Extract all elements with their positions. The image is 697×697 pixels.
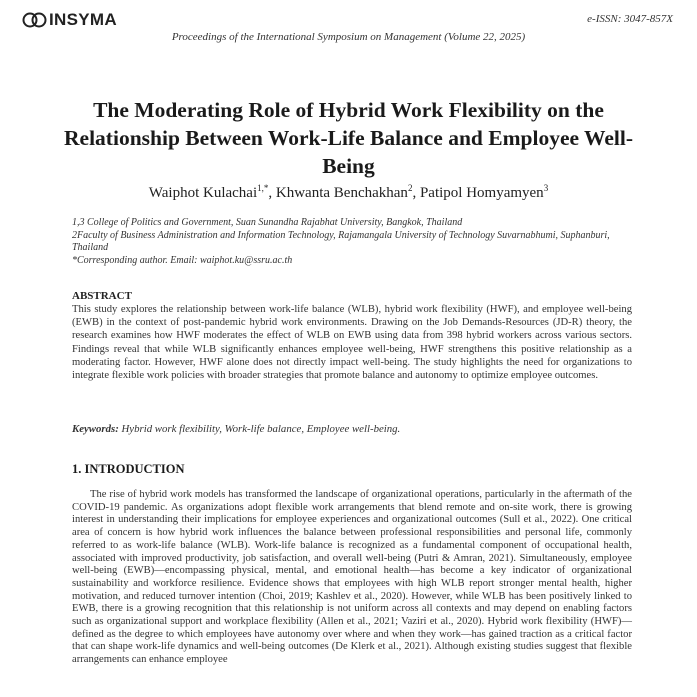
author-affil-mark: 1,*: [257, 183, 269, 193]
logo-mark-icon: [22, 11, 48, 29]
author-name: Patipol Homyamyen: [419, 185, 544, 201]
abstract-text: This study explores the relationship between work-life balance (WLB), hybrid work flexibility (HWF), and employee well-being (EWB) in the context of post-pandemic hybrid work environments. Drawing on the Job Demands-Resources (JD-R) theory, the research examines how HWF moderates the effect of WLB on EWB using data from 398 hybrid workers across various sectors. Findings reveal that while WLB significantly enhances employee well-being, HWF strengthens this positive relationship as a moderating factor. However, HWF alone does not directly impact well-being. The study highlights the need for organizations to integrate flexible work policies with broader strategies that promote balance and autonomy to optimize employee outcomes.: [72, 304, 632, 382]
intro-paragraph: The rise of hybrid work models has transformed the landscape of organizational operations, particularly in the aftermath of the COVID-19 pandemic. As organizations adopt flexible work arrangements that blend remote and on-site work, there is growing interest in understanding their implications for employee experiences and organizational outcomes (Sull et al., 2022). One critical area of concern is how hybrid work influences the balance between professional responsibilities and personal life, commonly referred to as work-life balance (WLB). Work-life balance is recognized as a fundamental component of occupational health, associated with improved productivity, job satisfaction, and overall well-being (Putri & Amran, 2021). Simultaneously, employee well-being (EWB)—encompassing physical, mental, and emotional health—has become a key indicator of organizational sustainability and workforce resilience. Evidence shows that employees with high WLB report stronger mental health, higher motivation, and reduced turnover intention (Choi, 2019; Kashlev et al., 2020). However, while WLB has been positively linked to EWB, there is a growing recognition that this relationship is not uniform across all contexts and may depend on enabling factors such as organizational support and workplace flexibility (Allen et al., 2021; Vaziri et al., 2020). Hybrid work flexibility (HWF)—defined as the degree to which employees have autonomy over where and when they work—has gained traction as a critical factor that can shape work-life dynamics and well-being outcomes (De Klerk et al., 2021). Although existing studies suggest that flexible arrangements can enhance employee: [72, 489, 632, 666]
affiliation-line: 2Faculty of Business Administration and Information Technology, Rajamangala University of Technology Suvarnabhumi, Suphanburi, Thailand: [72, 229, 610, 253]
author-list: Waiphot Kulachai$^{1,*}$, Khwanta Benchakhan$^2$, Patipol Homyamyen$^3$: [148, 183, 549, 201]
author-affil-mark: 2: [407, 183, 413, 193]
corresponding-author: *Corresponding author. Email: waiphot.ku@ssru.ac.th: [72, 254, 293, 266]
section-heading: 1. INTRODUCTION: [72, 462, 185, 476]
author-name: Waiphot Kulachai: [148, 185, 258, 201]
logo-text: INSYMA: [49, 10, 117, 29]
keywords-line: [72, 423, 632, 435]
author-name: Khwanta Benchakhan: [275, 185, 408, 201]
running-header: [22, 8, 673, 30]
conference-logo: [22, 10, 117, 30]
author-affil-mark: 3: [543, 183, 549, 193]
issn-label: e-ISSN: 3047-857X: [587, 13, 673, 25]
affiliations: [72, 217, 637, 267]
affiliation-line: 1,3 College of Politics and Government, Suan Sunandha Rajabhat University, Bangkok, Thailand: [72, 217, 463, 228]
paper-title: The Moderating Role of Hybrid Work Flexibility on the Relationship Between Work-Life Balance and Employee Well-Being: [64, 98, 633, 178]
abstract-heading: ABSTRACT: [72, 290, 132, 302]
keywords-text: Hybrid work flexibility, Work-life balance, Employee well-being.: [121, 423, 401, 435]
intro-clip: [0, 489, 697, 697]
keywords-label: Keywords:: [72, 423, 119, 435]
proceedings-line: Proceedings of the International Symposium on Management (Volume 22, 2025): [171, 31, 526, 43]
